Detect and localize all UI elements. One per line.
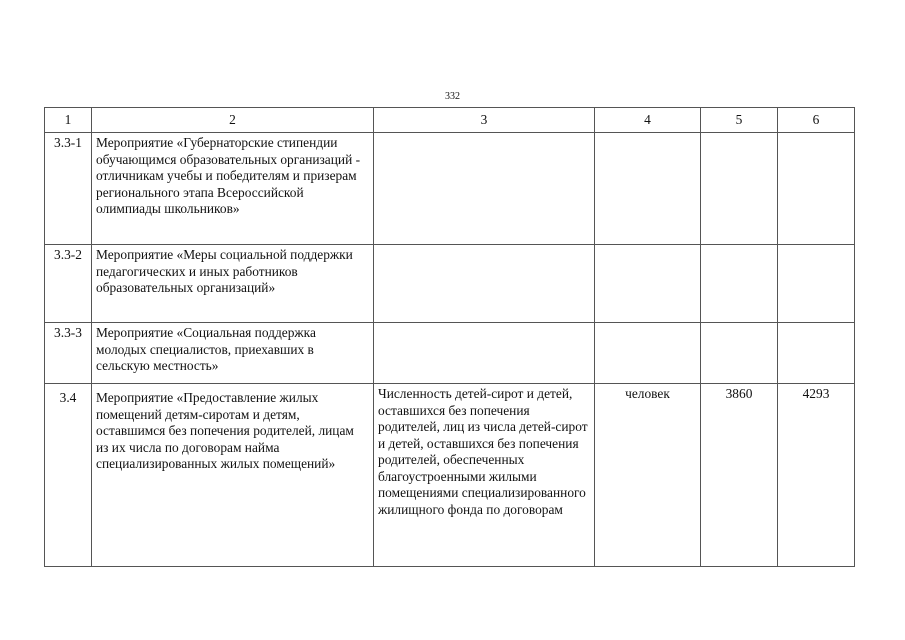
value-col-6 — [778, 245, 855, 323]
header-col-6: 6 — [778, 108, 855, 133]
unit-cell — [595, 245, 701, 323]
indicator-cell: Численность детей-сирот и детей, оставшихся без попечения родителей, лиц из числа детей-сирот и детей, оставшихся без попечения родителей, обеспеченных благоустроенными жилыми помещениями специализированного жилищного фонда по договорам — [374, 384, 595, 567]
measure-name: Мероприятие «Социальная поддержка молодых специалистов, приехавших в сельскую местность» — [92, 323, 374, 384]
row-number: 3.3-1 — [45, 133, 92, 245]
unit-cell: человек — [595, 384, 701, 567]
value-col-6 — [778, 323, 855, 384]
table-row — [45, 384, 855, 567]
indicator-cell — [374, 323, 595, 384]
header-col-3: 3 — [374, 108, 595, 133]
value-col-5 — [701, 245, 778, 323]
indicator-cell — [374, 245, 595, 323]
table-header-row — [45, 108, 855, 133]
value-col-6: 4293 — [778, 384, 855, 567]
value-col-5 — [701, 323, 778, 384]
measures-table — [44, 107, 855, 567]
row-number: 3.3-3 — [45, 323, 92, 384]
row-number: 3.4 — [45, 384, 92, 567]
page-number: 332 — [445, 91, 460, 102]
header-col-1: 1 — [45, 108, 92, 133]
measure-name: Мероприятие «Меры социальной поддержки педагогических и иных работников образовательных организаций» — [92, 245, 374, 323]
table-row — [45, 245, 855, 323]
header-col-5: 5 — [701, 108, 778, 133]
table-row — [45, 133, 855, 245]
unit-cell — [595, 133, 701, 245]
value-col-6 — [778, 133, 855, 245]
row-number: 3.3-2 — [45, 245, 92, 323]
measure-name: Мероприятие «Предоставление жилых помещений детям-сиротам и детям, оставшимся без попечения родителей, лицам из их числа по договорам найма специализированных жилых помещений» — [92, 384, 374, 567]
header-col-2: 2 — [92, 108, 374, 133]
value-col-5: 3860 — [701, 384, 778, 567]
table-row — [45, 323, 855, 384]
indicator-cell — [374, 133, 595, 245]
header-col-4: 4 — [595, 108, 701, 133]
value-col-5 — [701, 133, 778, 245]
measure-name: Мероприятие «Губернаторские стипендии обучающимся образовательных организаций - отличникам учебы и победителям и призерам регионального этапа Всероссийской олимпиады школьников» — [92, 133, 374, 245]
unit-cell — [595, 323, 701, 384]
